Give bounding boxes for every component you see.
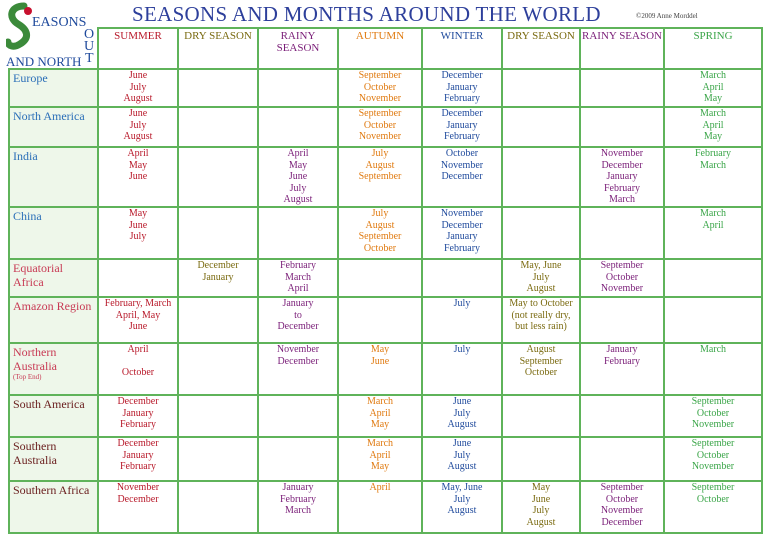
month-text: July xyxy=(289,182,307,194)
column-header-dry-season: DRY SEASON xyxy=(178,28,258,69)
month-text: April xyxy=(702,119,724,131)
month-text: February xyxy=(119,419,157,431)
month-cell xyxy=(258,147,338,207)
month-text: December xyxy=(197,260,239,271)
month-text: December xyxy=(441,70,483,81)
month-text: December xyxy=(277,355,319,367)
month-text: February xyxy=(119,461,157,473)
month-text: May xyxy=(703,93,723,105)
month-cell xyxy=(338,259,422,297)
month-text: January xyxy=(202,271,234,283)
month-cell xyxy=(502,147,580,207)
month-cell xyxy=(338,481,422,533)
month-text: July xyxy=(371,148,389,159)
month-text: October xyxy=(363,242,397,254)
month-text: February xyxy=(443,93,481,105)
month-text: February xyxy=(603,355,641,367)
month-text: to xyxy=(294,309,302,321)
month-text: September xyxy=(519,355,563,367)
month-cell xyxy=(98,259,178,297)
month-cell xyxy=(580,69,664,107)
month-cell xyxy=(502,481,580,533)
month-text: December xyxy=(277,321,319,333)
month-cell xyxy=(98,395,178,437)
month-cell xyxy=(422,437,502,481)
table-row xyxy=(9,395,762,437)
month-text: but less rain) xyxy=(515,321,567,333)
month-cell xyxy=(98,69,178,107)
region-subtitle: (Top End) xyxy=(13,373,42,381)
month-text: January xyxy=(446,231,478,243)
month-text: May xyxy=(128,159,148,171)
table-row xyxy=(9,437,762,481)
table-row xyxy=(9,343,762,395)
month-cell xyxy=(98,437,178,481)
month-cell xyxy=(580,343,664,395)
month-text: August xyxy=(526,344,556,355)
month-cell xyxy=(580,147,664,207)
month-cell xyxy=(338,297,422,343)
month-text: June xyxy=(531,493,551,505)
month-text: July xyxy=(129,81,147,93)
month-text: October xyxy=(696,449,730,461)
month-text: July xyxy=(532,271,550,283)
month-text: April xyxy=(287,148,309,159)
month-text: March xyxy=(608,194,636,206)
month-text: March xyxy=(366,396,394,407)
month-text: February, March xyxy=(104,298,172,309)
logo-and-north-text: AND NORTH xyxy=(6,54,82,68)
month-text: May xyxy=(288,159,308,171)
month-cell xyxy=(178,437,258,481)
month-cell xyxy=(422,481,502,533)
month-cell xyxy=(422,69,502,107)
month-cell xyxy=(338,107,422,147)
month-text: May xyxy=(370,419,390,431)
month-text: December xyxy=(117,396,159,407)
region-cell xyxy=(9,207,98,259)
month-text: November xyxy=(358,93,402,105)
month-text: July xyxy=(129,231,147,243)
month-text: January xyxy=(606,171,638,183)
column-header-spring: SPRING xyxy=(664,28,762,69)
month-text: August xyxy=(526,516,556,528)
month-text: July xyxy=(129,119,147,131)
month-text: November xyxy=(116,482,160,493)
month-text: May xyxy=(703,131,723,143)
month-text: December xyxy=(441,108,483,119)
month-text: November xyxy=(691,461,735,473)
month-text: April xyxy=(369,407,391,419)
month-text xyxy=(99,356,177,368)
month-text: June xyxy=(128,171,148,183)
column-header-rainy-season: RAINY SEASON xyxy=(580,28,664,69)
month-cell xyxy=(258,107,338,147)
month-cell xyxy=(422,297,502,343)
month-cell xyxy=(664,395,762,437)
month-text: March xyxy=(284,505,312,517)
logo-red-leaf-icon xyxy=(24,7,32,15)
month-text: October xyxy=(445,148,479,159)
month-cell xyxy=(178,481,258,533)
column-header-summer: SUMMER xyxy=(98,28,178,69)
header-row xyxy=(9,28,762,69)
month-cell xyxy=(258,207,338,259)
month-text: April xyxy=(369,449,391,461)
month-text: July xyxy=(453,298,471,309)
month-text: April xyxy=(702,219,724,231)
column-header-dry-season: DRY SEASON xyxy=(502,28,580,69)
month-text: August xyxy=(526,283,556,295)
month-text: September xyxy=(358,171,402,183)
month-text: October xyxy=(121,367,155,379)
region-cell xyxy=(9,147,98,207)
month-cell xyxy=(502,343,580,395)
month-cell xyxy=(258,69,338,107)
region-cell xyxy=(9,395,98,437)
month-text: August xyxy=(123,93,153,105)
region-name: Equatorial Africa xyxy=(13,261,63,289)
month-text: February xyxy=(603,182,641,194)
region-name: South America xyxy=(13,397,85,411)
month-cell xyxy=(98,297,178,343)
region-name: Europe xyxy=(13,71,48,85)
month-cell xyxy=(502,259,580,297)
month-text: June xyxy=(370,355,390,367)
month-text: January xyxy=(282,298,314,309)
month-text: August xyxy=(447,461,477,473)
month-text: November xyxy=(440,159,484,171)
region-cell xyxy=(9,69,98,107)
month-text: May, June xyxy=(441,482,483,493)
month-cell xyxy=(502,69,580,107)
table-row xyxy=(9,259,762,297)
month-cell xyxy=(98,107,178,147)
month-text: April, May xyxy=(115,309,161,321)
table-row xyxy=(9,481,762,533)
month-text: March xyxy=(699,344,727,355)
month-text: January xyxy=(122,407,154,419)
region-name: Southern Africa xyxy=(13,483,90,497)
month-text: June xyxy=(452,396,472,407)
month-text: April xyxy=(702,81,724,93)
region-name: Amazon Region xyxy=(13,299,92,313)
month-text: November xyxy=(600,283,644,295)
month-text: December xyxy=(601,159,643,171)
month-text: November xyxy=(600,148,644,159)
month-text: November xyxy=(358,131,402,143)
month-text: September xyxy=(691,438,735,449)
month-text: May to October xyxy=(509,298,573,309)
month-text: October xyxy=(363,119,397,131)
month-text: June xyxy=(128,70,148,81)
month-cell xyxy=(98,343,178,395)
month-text: May xyxy=(128,208,148,219)
month-text: January xyxy=(446,81,478,93)
region-cell xyxy=(9,437,98,481)
region-cell xyxy=(9,481,98,533)
corner-cell xyxy=(9,28,98,69)
month-cell xyxy=(580,481,664,533)
month-text: June xyxy=(452,438,472,449)
month-cell xyxy=(580,297,664,343)
month-text: July xyxy=(453,407,471,419)
month-cell xyxy=(178,259,258,297)
month-cell xyxy=(502,207,580,259)
month-text: August xyxy=(365,159,395,171)
column-header-autumn: AUTUMN xyxy=(338,28,422,69)
month-cell xyxy=(178,69,258,107)
month-text: December xyxy=(117,438,159,449)
month-text: June xyxy=(128,219,148,231)
month-text: August xyxy=(447,419,477,431)
table-row xyxy=(9,297,762,343)
month-text: December xyxy=(117,493,159,505)
month-cell xyxy=(422,107,502,147)
month-cell xyxy=(422,395,502,437)
month-cell xyxy=(338,343,422,395)
table-row xyxy=(9,107,762,147)
month-cell xyxy=(98,481,178,533)
month-text: June xyxy=(128,321,148,333)
month-cell xyxy=(178,107,258,147)
month-cell xyxy=(422,343,502,395)
region-name: India xyxy=(13,149,38,163)
logo-o: O xyxy=(84,27,95,42)
month-cell xyxy=(258,259,338,297)
month-cell xyxy=(422,259,502,297)
month-cell xyxy=(502,107,580,147)
month-text: April xyxy=(127,148,149,159)
month-text: January xyxy=(606,344,638,355)
month-text: July xyxy=(371,208,389,219)
seasons-table xyxy=(8,27,763,534)
month-cell xyxy=(664,69,762,107)
month-text: December xyxy=(601,516,643,528)
month-text: November xyxy=(600,505,644,517)
month-text: November xyxy=(691,419,735,431)
month-cell xyxy=(664,147,762,207)
month-text: September xyxy=(600,482,644,493)
column-header-winter: WINTER xyxy=(422,28,502,69)
month-text: May xyxy=(531,482,551,493)
month-text: October xyxy=(605,271,639,283)
month-text: May xyxy=(370,344,390,355)
table-row xyxy=(9,207,762,259)
month-text: (not really dry, xyxy=(511,309,571,321)
month-text: September xyxy=(600,260,644,271)
month-cell xyxy=(178,297,258,343)
month-text: May, June xyxy=(520,260,562,271)
month-cell xyxy=(664,437,762,481)
month-text: May xyxy=(370,461,390,473)
month-text: November xyxy=(440,208,484,219)
page-title: SEASONS AND MONTHS AROUND THE WORLD xyxy=(132,2,601,26)
month-text: July xyxy=(453,344,471,355)
month-cell xyxy=(502,437,580,481)
logo-t: T xyxy=(85,51,94,66)
month-text: October xyxy=(605,493,639,505)
month-cell xyxy=(502,297,580,343)
month-cell xyxy=(664,107,762,147)
month-text: December xyxy=(441,219,483,231)
month-text: September xyxy=(358,70,402,81)
month-text: February xyxy=(694,148,732,159)
region-name: China xyxy=(13,209,42,223)
month-cell xyxy=(664,481,762,533)
region-cell xyxy=(9,107,98,147)
month-text: February xyxy=(443,131,481,143)
table-row xyxy=(9,147,762,207)
column-header-rainy-season: RAINY SEASON xyxy=(258,28,338,69)
month-text: September xyxy=(691,396,735,407)
month-cell xyxy=(98,207,178,259)
region-name: North America xyxy=(13,109,85,123)
month-text: April xyxy=(127,344,149,355)
month-cell xyxy=(580,259,664,297)
month-text: February xyxy=(443,242,481,254)
region-cell xyxy=(9,259,98,297)
logo-u: U xyxy=(84,39,95,54)
month-text: March xyxy=(699,159,727,171)
month-text: August xyxy=(447,505,477,517)
month-text: April xyxy=(287,283,309,295)
month-text: October xyxy=(363,81,397,93)
month-cell xyxy=(178,207,258,259)
month-cell xyxy=(338,147,422,207)
month-text: January xyxy=(446,119,478,131)
month-text: January xyxy=(282,482,314,493)
month-cell xyxy=(178,395,258,437)
month-cell xyxy=(580,437,664,481)
month-text: June xyxy=(288,171,308,183)
month-cell xyxy=(338,395,422,437)
month-cell xyxy=(258,343,338,395)
table-body xyxy=(9,69,762,533)
month-cell xyxy=(664,259,762,297)
region-cell xyxy=(9,297,98,343)
month-text: July xyxy=(453,493,471,505)
month-cell xyxy=(580,395,664,437)
month-text: March xyxy=(699,70,727,81)
month-cell xyxy=(422,147,502,207)
copyright: ©2009 Anne Morddel xyxy=(636,12,698,20)
month-cell xyxy=(258,481,338,533)
month-cell xyxy=(580,107,664,147)
month-text: August xyxy=(365,219,395,231)
month-text: December xyxy=(441,171,483,183)
month-cell xyxy=(338,69,422,107)
month-cell xyxy=(98,147,178,207)
month-text: October xyxy=(696,407,730,419)
region-name: Northern Australia xyxy=(13,345,57,373)
month-cell xyxy=(664,343,762,395)
month-text: September xyxy=(358,108,402,119)
month-text: August xyxy=(123,131,153,143)
month-text: October xyxy=(696,493,730,505)
month-text: July xyxy=(532,505,550,517)
month-text: February xyxy=(279,260,317,271)
month-cell xyxy=(178,343,258,395)
month-cell xyxy=(664,297,762,343)
month-cell xyxy=(422,207,502,259)
month-cell xyxy=(258,437,338,481)
month-cell xyxy=(664,207,762,259)
month-text: September xyxy=(691,482,735,493)
month-cell xyxy=(580,207,664,259)
region-cell xyxy=(9,343,98,395)
month-text: March xyxy=(699,208,727,219)
month-cell xyxy=(338,437,422,481)
logo-easons-text: EASONS xyxy=(32,15,87,30)
region-name: Southern Australia xyxy=(13,439,57,467)
month-text: July xyxy=(453,449,471,461)
month-text: January xyxy=(122,449,154,461)
table-row xyxy=(9,69,762,107)
month-text: November xyxy=(276,344,320,355)
month-cell xyxy=(502,395,580,437)
month-text: September xyxy=(358,231,402,243)
month-text: March xyxy=(284,271,312,283)
month-text: March xyxy=(699,108,727,119)
month-text: April xyxy=(369,482,391,493)
month-cell xyxy=(258,395,338,437)
month-text: June xyxy=(128,108,148,119)
month-text: October xyxy=(524,367,558,379)
month-cell xyxy=(258,297,338,343)
month-text: March xyxy=(366,438,394,449)
month-text: February xyxy=(279,493,317,505)
month-cell xyxy=(178,147,258,207)
month-cell xyxy=(338,207,422,259)
month-text: August xyxy=(283,194,313,206)
